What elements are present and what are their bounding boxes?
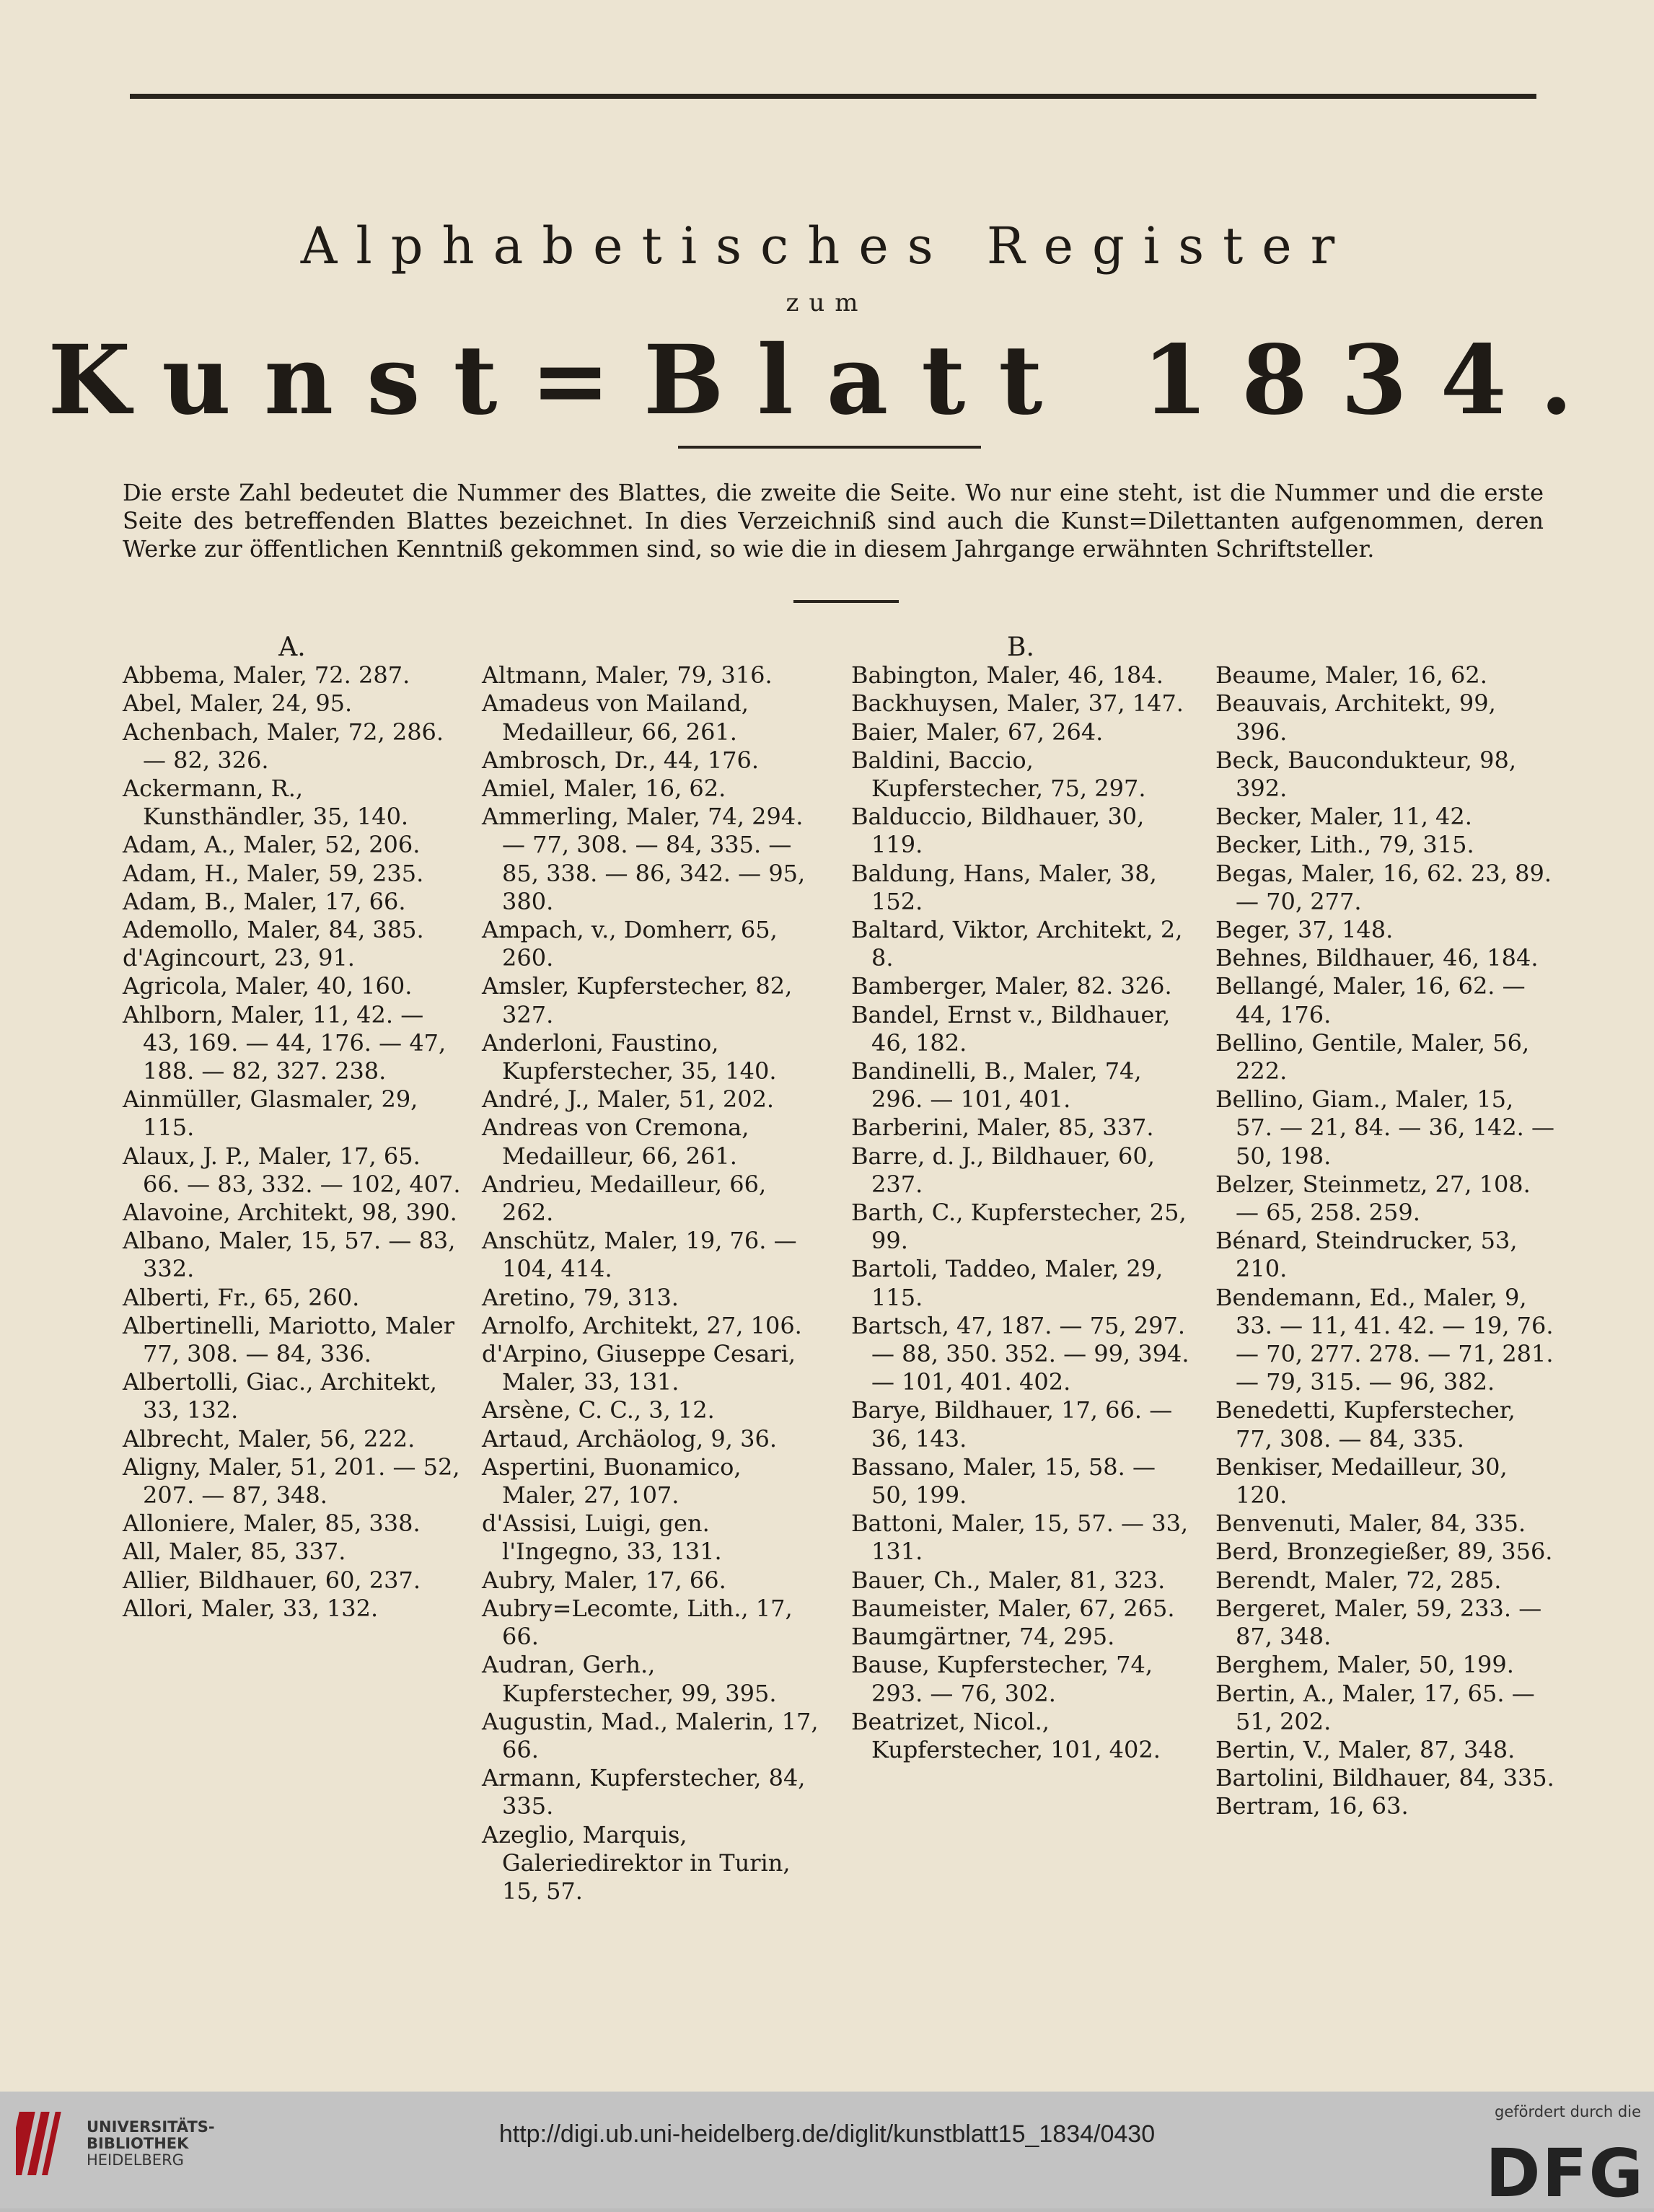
register-entry: Bellino, Giam., Maler, 15, 57. — 21, 84. — 36, 142. — 50, 198. xyxy=(1215,1085,1555,1170)
register-entry: Barye, Bildhauer, 17, 66. — 36, 143. xyxy=(851,1396,1173,1453)
top-rule xyxy=(130,94,1536,99)
register-entry: Ampach, v., Domherr, 65, 260. xyxy=(482,916,778,972)
register-entry: Andrieu, Medailleur, 66, 262. xyxy=(482,1170,767,1227)
register-entry: Allori, Maler, 33, 132. xyxy=(123,1594,379,1622)
register-entry: Altmann, Maler, 79, 316. xyxy=(482,661,773,689)
register-entry: Arsène, C. C., 3, 12. xyxy=(482,1396,715,1424)
register-entry: Alaux, J. P., Maler, 17, 65. 66. — 83, 332. — 102, 407. xyxy=(123,1142,461,1198)
register-entry: Baier, Maler, 67, 264. xyxy=(851,718,1104,746)
register-entry: Bamberger, Maler, 82. 326. xyxy=(851,972,1172,1000)
register-entry: Beger, 37, 148. xyxy=(1215,916,1394,944)
register-entry: Agricola, Maler, 40, 160. xyxy=(123,972,413,1000)
register-entry: Bauer, Ch., Maler, 81, 323. xyxy=(851,1566,1166,1594)
permalink-url[interactable]: http://digi.ub.uni-heidelberg.de/diglit/kunstblatt15_1834/0430 xyxy=(498,2120,1156,2148)
register-entry: Allier, Bildhauer, 60, 237. xyxy=(123,1566,421,1594)
register-entry: Bassano, Maler, 15, 58. — 50, 199. xyxy=(851,1453,1156,1510)
register-entry: Baldung, Hans, Maler, 38, 152. xyxy=(851,859,1157,915)
register-entry: Albano, Maler, 15, 57. — 83, 332. xyxy=(123,1227,456,1283)
register-entry: Berd, Bronzegießer, 89, 356. xyxy=(1215,1538,1553,1566)
register-entry: Alberti, Fr., 65, 260. xyxy=(123,1283,360,1311)
register-entry: Aubry, Maler, 17, 66. xyxy=(482,1566,726,1594)
register-entry: Alloniere, Maler, 85, 338. xyxy=(123,1510,421,1538)
register-entry: Babington, Maler, 46, 184. xyxy=(851,661,1163,689)
register-entry: Bertram, 16, 63. xyxy=(1215,1792,1409,1820)
register-entry: Baltard, Viktor, Architekt, 2, 8. xyxy=(851,916,1183,972)
intro-rule xyxy=(793,600,899,603)
register-subtitle: zum xyxy=(786,288,868,317)
register-entry: Bartolini, Bildhauer, 84, 335. xyxy=(1215,1764,1554,1792)
register-entry: Barth, C., Kupferstecher, 25, 99. xyxy=(851,1199,1187,1255)
register-entry: Andreas von Cremona, Medailleur, 66, 261. xyxy=(482,1114,749,1170)
column-heading xyxy=(482,633,821,661)
register-entry: Artaud, Archäolog, 9, 36. xyxy=(482,1424,777,1453)
register-entry: d'Agincourt, 23, 91. xyxy=(123,944,355,972)
register-entry: Ainmüller, Glasmaler, 29, 115. xyxy=(123,1085,418,1142)
register-entry: All, Maler, 85, 337. xyxy=(123,1538,346,1566)
register-entry: Armann, Kupferstecher, 84, 335. xyxy=(482,1764,806,1820)
register-entry: Bandel, Ernst v., Bildhauer, 46, 182. xyxy=(851,1000,1171,1057)
register-entry: Ahlborn, Maler, 11, 42. — 43, 169. — 44, 176. — 47, 188. — 82, 327. 238. xyxy=(123,1000,447,1085)
register-entry: Bertin, V., Maler, 87, 348. xyxy=(1215,1735,1516,1763)
register-entry: Beck, Baucondukteur, 98, 392. xyxy=(1215,746,1517,802)
register-entry: Amadeus von Mailand, Medailleur, 66, 261. xyxy=(482,689,749,746)
register-entry: André, J., Maler, 51, 202. xyxy=(482,1085,775,1114)
register-entry: d'Arpino, Giuseppe Cesari, Maler, 33, 131. xyxy=(482,1340,796,1396)
register-entry: Audran, Gerh., Kupferstecher, 99, 395. xyxy=(482,1651,777,1707)
register-entry: Bénard, Steindrucker, 53, 210. xyxy=(1215,1227,1518,1283)
register-entry: Berghem, Maler, 50, 199. xyxy=(1215,1651,1514,1679)
register-entry: Adam, A., Maler, 52, 206. xyxy=(123,831,421,859)
register-entry: Becker, Lith., 79, 315. xyxy=(1215,831,1474,859)
register-entry: Bartsch, 47, 187. — 75, 297. — 88, 350. 352. — 99, 394. — 101, 401. 402. xyxy=(851,1311,1189,1396)
funding-label: gefördert durch die xyxy=(1495,2103,1641,2120)
publication-title: Kunst=Blatt 1834. xyxy=(48,325,1606,436)
register-title: Alphabetisches Register xyxy=(300,216,1354,276)
register-entry: Baumgärtner, 74, 295. xyxy=(851,1623,1115,1651)
register-entry: Aubry=Lecomte, Lith., 17, 66. xyxy=(482,1594,793,1651)
column-heading: A. xyxy=(278,633,306,662)
register-entry: d'Assisi, Luigi, gen. l'Ingegno, 33, 131. xyxy=(482,1510,722,1566)
register-entry: Behnes, Bildhauer, 46, 184. xyxy=(1215,944,1539,972)
register-entry: Bause, Kupferstecher, 74, 293. — 76, 302. xyxy=(851,1651,1153,1707)
title-rule xyxy=(678,446,981,449)
register-entry: Anschütz, Maler, 19, 76. — 104, 414. xyxy=(482,1227,797,1283)
register-entry: Amiel, Maler, 16, 62. xyxy=(482,775,726,802)
register-entry: Adam, B., Maler, 17, 66. xyxy=(123,887,406,915)
column-heading: B. xyxy=(1007,633,1034,662)
register-entry: Bellangé, Maler, 16, 62. — 44, 176. xyxy=(1215,972,1526,1028)
register-entry: Bergeret, Maler, 59, 233. — 87, 348. xyxy=(1215,1594,1542,1651)
register-entry: Becker, Maler, 11, 42. xyxy=(1215,803,1472,831)
register-entry: Benvenuti, Maler, 84, 335. xyxy=(1215,1510,1526,1538)
register-entry: Backhuysen, Maler, 37, 147. xyxy=(851,689,1184,718)
register-entry: Ademollo, Maler, 84, 385. xyxy=(123,916,424,944)
register-entry: Ackermann, R., Kunsthändler, 35, 140. xyxy=(123,775,409,831)
register-entry: Abbema, Maler, 72. 287. xyxy=(123,661,410,689)
library-name-line3: HEIDELBERG xyxy=(87,2151,184,2169)
register-entry: Aretino, 79, 313. xyxy=(482,1283,679,1311)
register-entry: Anderloni, Faustino, Kupferstecher, 35, 140. xyxy=(482,1028,777,1085)
register-entry: Barberini, Maler, 85, 337. xyxy=(851,1114,1154,1142)
register-entry: Ammerling, Maler, 74, 294. — 77, 308. — 84, 335. — 85, 338. — 86, 342. — 95, 380. xyxy=(482,803,806,915)
register-entry: Albertolli, Giac., Architekt, 33, 132. xyxy=(123,1368,437,1424)
register-entry: Benedetti, Kupferstecher, 77, 308. — 84, 335. xyxy=(1215,1396,1516,1453)
register-entry: Bartoli, Taddeo, Maler, 29, 115. xyxy=(851,1255,1163,1311)
register-entry: Begas, Maler, 16, 62. 23, 89. — 70, 277. xyxy=(1215,859,1552,915)
register-entry: Alavoine, Architekt, 98, 390. xyxy=(123,1199,457,1227)
register-entry: Albrecht, Maler, 56, 222. xyxy=(123,1424,415,1453)
column-heading xyxy=(1215,633,1554,661)
register-entry: Benkiser, Medailleur, 30, 120. xyxy=(1215,1453,1508,1510)
register-entry: Amsler, Kupferstecher, 82, 327. xyxy=(482,972,793,1028)
register-entry: Augustin, Mad., Malerin, 17, 66. xyxy=(482,1707,819,1763)
register-entry: Bandinelli, B., Maler, 74, 296. — 101, 401. xyxy=(851,1057,1142,1114)
register-entry: Baldini, Baccio, Kupferstecher, 75, 297. xyxy=(851,746,1146,802)
index-column-2 xyxy=(482,633,821,1905)
register-entry: Ambrosch, Dr., 44, 176. xyxy=(482,746,760,774)
library-name-line1: UNIVERSITÄTS- xyxy=(87,2118,215,2136)
register-entry: Achenbach, Maler, 72, 286. — 82, 326. xyxy=(123,718,444,774)
index-column-4 xyxy=(1215,633,1554,1821)
register-entry: Bendemann, Ed., Maler, 9, 33. — 11, 41. 42. — 19, 76. — 70, 277. 278. — 71, 281. — 79, 315. — 96, 382. xyxy=(1215,1283,1554,1396)
intro-paragraph: Die erste Zahl bedeutet die Nummer des Blattes, die zweite die Seite. Wo nur eine steht, ist die Nummer und die erste Seite des betreffenden Blattes bezeichnet. In dies Verzeichniß sind auch die Kunst=Dilettanten aufgenommen, deren Werke zur öffentlichen Kenntniß gekommen sind, so wie die in diesem Jahrgange erwähnten Schriftsteller. xyxy=(123,479,1544,563)
index-column-3 xyxy=(851,633,1190,1764)
register-entry: Barre, d. J., Bildhauer, 60, 237. xyxy=(851,1142,1155,1198)
register-entry: Beaume, Maler, 16, 62. xyxy=(1215,661,1487,689)
register-entry: Adam, H., Maler, 59, 235. xyxy=(123,859,424,887)
index-column-1 xyxy=(123,633,462,1623)
register-entry: Belzer, Steinmetz, 27, 108. — 65, 258. 259. xyxy=(1215,1170,1531,1227)
register-entry: Baumeister, Maler, 67, 265. xyxy=(851,1594,1175,1622)
register-entry: Berendt, Maler, 72, 285. xyxy=(1215,1566,1502,1594)
register-entry: Albertinelli, Mariotto, Maler 77, 308. — 84, 336. xyxy=(123,1311,455,1368)
dfg-logo: DFG xyxy=(1485,2135,1645,2212)
register-entry: Aspertini, Buonamico, Maler, 27, 107. xyxy=(482,1453,742,1510)
register-entry: Azeglio, Marquis, Galeriedirektor in Turin, 15, 57. xyxy=(482,1820,791,1905)
library-name-line2: BIBLIOTHEK xyxy=(87,2135,189,2152)
register-entry: Arnolfo, Architekt, 27, 106. xyxy=(482,1311,802,1339)
register-entry: Aligny, Maler, 51, 201. — 52, 207. — 87, 348. xyxy=(123,1453,460,1510)
register-entry: Beatrizet, Nicol., Kupferstecher, 101, 402. xyxy=(851,1707,1161,1763)
register-entry: Abel, Maler, 24, 95. xyxy=(123,689,353,718)
register-entry: Bertin, A., Maler, 17, 65. — 51, 202. xyxy=(1215,1679,1535,1735)
register-entry: Battoni, Maler, 15, 57. — 33, 131. xyxy=(851,1510,1189,1566)
register-entry: Beauvais, Architekt, 99, 396. xyxy=(1215,689,1496,746)
register-entry: Balduccio, Bildhauer, 30, 119. xyxy=(851,803,1145,859)
register-entry: Bellino, Gentile, Maler, 56, 222. xyxy=(1215,1028,1530,1085)
